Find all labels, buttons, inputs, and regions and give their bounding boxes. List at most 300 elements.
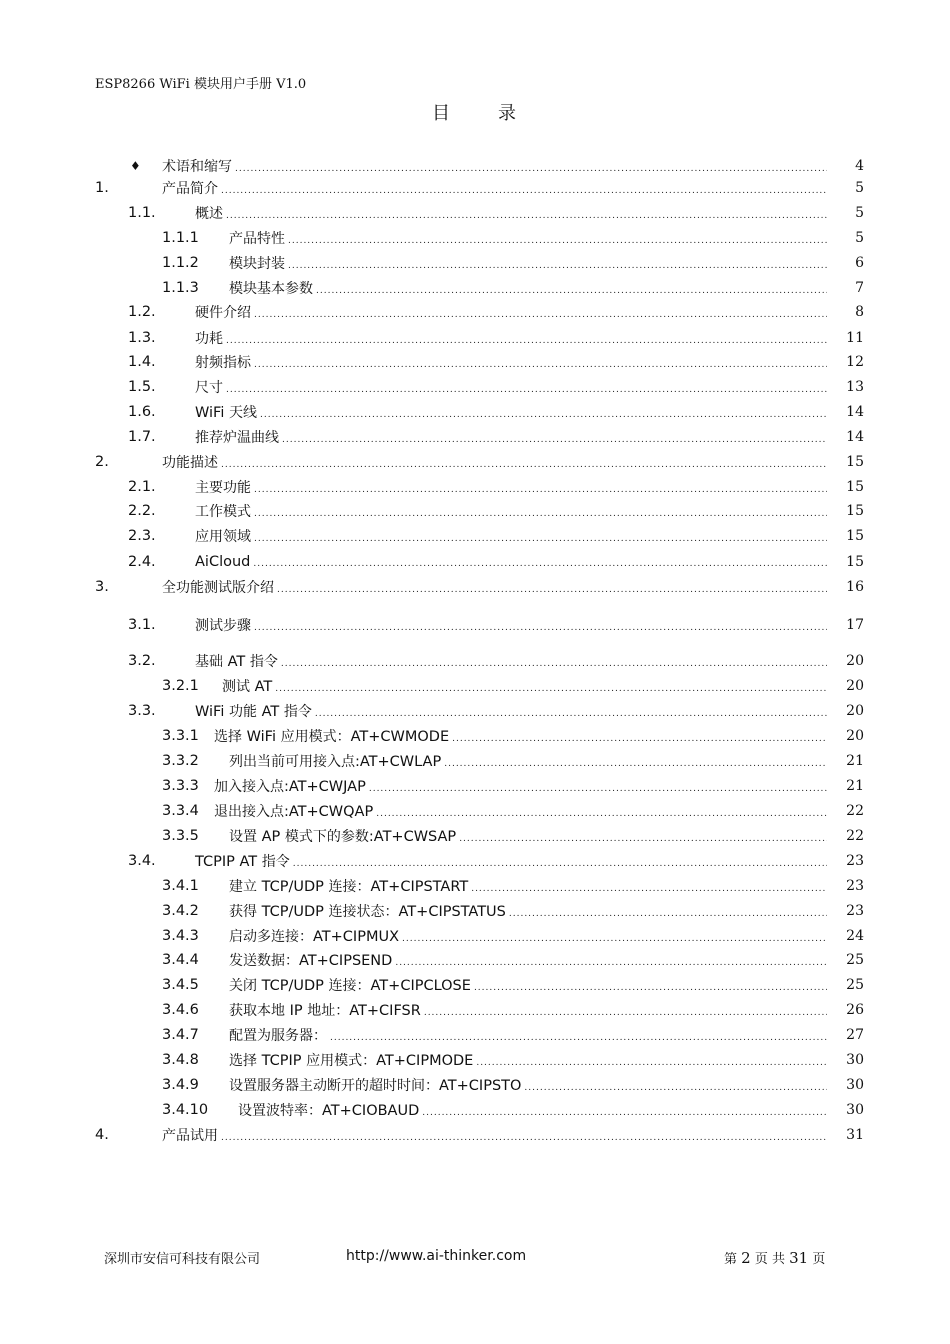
toc-entry-number: 1.6. — [128, 404, 156, 420]
toc-entry-link[interactable] — [229, 278, 830, 298]
toc-label-run: 设置 — [229, 829, 257, 845]
toc-entry-link[interactable] — [229, 1075, 830, 1095]
toc-entry-link[interactable] — [195, 851, 830, 871]
toc-entry-page: 21 — [846, 753, 864, 769]
toc-entry-number: 3.2. — [128, 653, 156, 669]
toc-entry-label — [162, 156, 232, 176]
toc-label-run: 推荐炉温曲线 — [195, 430, 279, 446]
toc-label-run: WiFi — [195, 704, 229, 720]
toc-entry-page: 11 — [846, 330, 864, 346]
toc-entry-label — [229, 926, 399, 946]
toc-entry[interactable] — [0, 725, 950, 747]
toc-leader-dots — [253, 559, 827, 569]
toc-entry[interactable] — [0, 775, 950, 797]
toc-entry-label — [195, 701, 312, 721]
toc-entry-label — [229, 826, 456, 846]
toc-label-run: 配置为服务器： — [229, 1028, 327, 1044]
toc-label-run: :AT+CWLAP — [355, 754, 442, 770]
toc-label-run: AT+CIPSTATUS — [398, 904, 506, 920]
toc-label-run: 连接状态： — [328, 904, 399, 920]
toc-entry-page: 25 — [846, 977, 864, 993]
toc-entry-link[interactable] — [162, 577, 830, 597]
toc-entry-link[interactable] — [195, 302, 830, 322]
toc-leader-dots — [235, 164, 827, 174]
toc-entry-label — [162, 178, 218, 198]
toc-entry-number: 3.4.2 — [162, 903, 199, 919]
toc-entry-label — [162, 1125, 218, 1145]
toc-label-run: AT+CWMODE — [350, 729, 450, 745]
toc-leader-dots — [254, 623, 827, 633]
footer-url[interactable]: http://www.ai-thinker.com — [346, 1248, 527, 1264]
toc-leader-dots — [288, 261, 827, 271]
toc-entry-link[interactable] — [229, 1025, 830, 1045]
toc-entry-link[interactable] — [229, 826, 830, 846]
toc-leader-dots — [275, 684, 827, 694]
toc-entry-label — [222, 676, 272, 696]
toc-label-run: 测试步骤 — [195, 618, 251, 634]
toc-label-run: 获得 — [229, 904, 257, 920]
toc-entry-number: 3.4.6 — [162, 1002, 199, 1018]
toc-entry-link[interactable] — [195, 328, 830, 348]
toc-entry-number: 3.4.9 — [162, 1077, 199, 1093]
toc-entry-page: 6 — [855, 255, 864, 271]
toc-label-run: AT+CIOBAUD — [322, 1103, 420, 1119]
toc-leader-dots — [471, 884, 827, 894]
toc-entry[interactable] — [0, 227, 950, 249]
toc-entry-link[interactable] — [195, 203, 830, 223]
toc-leader-dots — [254, 310, 827, 320]
toc-leader-dots — [226, 336, 827, 346]
toc-label-run: 概述 — [195, 206, 223, 222]
toc-entry-label — [195, 377, 223, 397]
toc-leader-dots — [315, 709, 827, 719]
toc-entry[interactable] — [0, 925, 950, 947]
toc-entry-page: 24 — [846, 928, 864, 944]
toc-entry[interactable] — [0, 614, 950, 636]
toc-label-run: TCP/UDP — [257, 879, 329, 895]
toc-entry[interactable] — [0, 650, 950, 672]
toc-entry-label — [229, 975, 471, 995]
toc-entry[interactable] — [0, 675, 950, 697]
toc-leader-dots — [422, 1108, 827, 1118]
toc-entry-label — [229, 1075, 521, 1095]
toc-entry-label — [162, 452, 218, 472]
toc-entry-number: 3.4.8 — [162, 1052, 199, 1068]
toc-entry[interactable] — [0, 875, 950, 897]
toc-label-run: AT — [256, 704, 284, 720]
toc-leader-dots — [444, 759, 827, 769]
toc-entry-page: 15 — [846, 503, 864, 519]
toc-entry-label — [229, 1000, 421, 1020]
toc-label-run: 功能 — [228, 704, 257, 720]
toc-entry-link[interactable] — [229, 901, 830, 921]
toc-entry-number: 3.3. — [128, 703, 156, 719]
toc-entry-link[interactable] — [195, 402, 830, 422]
toc-entry-page: 30 — [846, 1077, 864, 1093]
toc-entry-number: 2.4. — [128, 554, 156, 570]
toc-entry-link[interactable] — [229, 228, 830, 248]
toc-leader-dots — [254, 360, 827, 370]
toc-entry-link[interactable] — [229, 751, 830, 771]
toc-entry-page: 27 — [846, 1027, 864, 1043]
toc-label-run: 选择 — [229, 1053, 257, 1069]
toc-label-run: 应用模式： — [280, 729, 351, 745]
toc-leader-dots — [254, 509, 827, 519]
toc-entry-link[interactable] — [229, 876, 830, 896]
toc-entry-page: 5 — [855, 230, 864, 246]
toc-entry[interactable] — [0, 576, 950, 598]
toc-entry-label — [229, 278, 313, 298]
toc-entry-number: 3.3.5 — [162, 828, 199, 844]
toc-entry[interactable] — [0, 1049, 950, 1071]
toc-label-run: 指令 — [283, 704, 312, 720]
toc-entry-page: 30 — [846, 1102, 864, 1118]
toc-entry[interactable] — [0, 451, 950, 473]
toc-label-run: :AT+CWJAP — [284, 779, 366, 795]
toc-leader-dots — [459, 834, 827, 844]
toc-entry-number: 3.2.1 — [162, 678, 199, 694]
toc-entry-link[interactable] — [238, 1100, 830, 1120]
toc-leader-dots — [277, 585, 827, 595]
toc-label-run: WiFi — [242, 729, 281, 745]
toc-entry-page: 7 — [855, 280, 864, 296]
toc-leader-dots — [509, 909, 827, 919]
toc-entry-link[interactable] — [229, 253, 830, 273]
toc-entry-page: 12 — [846, 354, 864, 370]
toc-label-run: :AT+CWSAP — [368, 829, 457, 845]
toc-leader-dots — [330, 1033, 827, 1043]
toc-entry-link[interactable] — [195, 615, 830, 635]
toc-entry-number: 1.1. — [128, 205, 156, 221]
toc-leader-dots — [221, 186, 827, 196]
toc-entry-label — [229, 950, 392, 970]
toc-label-run: 主要功能 — [195, 480, 251, 496]
toc-entry-link[interactable] — [195, 501, 830, 521]
toc-entry-link[interactable] — [229, 1050, 830, 1070]
toc-entry-page: 13 — [846, 379, 864, 395]
toc-leader-dots — [402, 934, 827, 944]
toc-entry-number: 3.4.5 — [162, 977, 199, 993]
toc-entry-page: 5 — [855, 180, 864, 196]
toc-entry-link[interactable] — [162, 452, 830, 472]
toc-entry-link[interactable] — [229, 1000, 830, 1020]
toc-entry-number: 2. — [95, 454, 109, 470]
toc-entry-number: 1.5. — [128, 379, 156, 395]
toc-entry-link[interactable] — [214, 776, 830, 796]
toc-entry-page: 22 — [846, 828, 864, 844]
toc-entry-number: 1.1.3 — [162, 280, 199, 296]
toc-entry[interactable] — [0, 750, 950, 772]
toc-entry-number: 3.4.7 — [162, 1027, 199, 1043]
toc-entry-number: 3.3.3 — [162, 778, 199, 794]
toc-label-run: 测试 — [222, 679, 250, 695]
toc-label-run: 连接： — [328, 879, 371, 895]
toc-entry-page: 14 — [846, 429, 864, 445]
toc-label-run: 发送数据： — [229, 953, 299, 969]
toc-entry-link[interactable] — [214, 726, 830, 746]
toc-entry-label — [214, 726, 449, 746]
toc-leader-dots — [226, 211, 827, 221]
toc-label-run: 全功能测试版介绍 — [162, 580, 274, 596]
toc-entry[interactable] — [0, 1124, 950, 1146]
toc-entry-label — [195, 352, 251, 372]
toc-label-run: 启动多连接： — [229, 929, 313, 945]
toc-entry-number: 3.4. — [128, 853, 156, 869]
toc-entry-link[interactable] — [195, 477, 830, 497]
toc-entry-label — [195, 427, 279, 447]
toc-label-run: 模块基本参数 — [229, 281, 313, 297]
toc-entry-link[interactable] — [195, 377, 830, 397]
toc-label-run: 术语和缩写 — [162, 159, 232, 175]
toc-entry-label — [195, 302, 251, 322]
toc-title-left: 目 — [432, 103, 452, 124]
toc-entry-number: 1.1.1 — [162, 230, 199, 246]
toc-leader-dots — [260, 410, 827, 420]
toc-label-run: 功耗 — [195, 331, 223, 347]
toc-entry-number: 3.4.3 — [162, 928, 199, 944]
toc-entry[interactable] — [0, 1099, 950, 1121]
toc-label-run: 模式下的参数 — [284, 829, 369, 845]
toc-entry[interactable] — [0, 1074, 950, 1096]
toc-entry-number: 4. — [95, 1127, 109, 1143]
toc-entry[interactable] — [0, 1024, 950, 1046]
toc-entry-link[interactable] — [222, 676, 830, 696]
toc-entry-number: 3.4.4 — [162, 952, 199, 968]
toc-entry-number: 1.7. — [128, 429, 156, 445]
toc-leader-dots — [254, 534, 827, 544]
toc-leader-dots — [424, 1008, 827, 1018]
toc-entry-link[interactable] — [229, 950, 830, 970]
toc-leader-dots — [452, 734, 827, 744]
toc-entry-link[interactable] — [229, 975, 830, 995]
toc-entry[interactable] — [0, 999, 950, 1021]
toc-entry[interactable] — [0, 476, 950, 498]
toc-label-run: TCP/UDP — [257, 978, 329, 994]
toc-label-run: AT+CIFSR — [349, 1003, 421, 1019]
toc-title-right: 录 — [498, 103, 518, 124]
toc-entry[interactable] — [0, 202, 950, 224]
toc-entry-page: 8 — [855, 304, 864, 320]
toc-entry-label — [195, 554, 250, 570]
toc-label-run: TCPIP AT — [195, 854, 262, 870]
toc-label-run: 设置服务器主动断开的超时时间： — [229, 1078, 439, 1094]
toc-entry-label — [229, 876, 468, 896]
toc-entry-label — [195, 526, 251, 546]
toc-label-run: AT+CIPMUX — [313, 929, 400, 945]
toc-leader-dots — [221, 460, 827, 470]
toc-entry-page: 21 — [846, 778, 864, 794]
toc-entry[interactable] — [0, 277, 950, 299]
toc-entry[interactable] — [0, 850, 950, 872]
toc-entry-number: 1.2. — [128, 304, 156, 320]
toc-label-run: 天线 — [228, 405, 257, 421]
toc-entry[interactable] — [0, 426, 950, 448]
toc-label-run: 关闭 — [229, 978, 257, 994]
toc-label-run: TCP/UDP — [257, 904, 329, 920]
toc-entry-label — [238, 1100, 419, 1120]
toc-entry-link[interactable] — [195, 554, 830, 570]
toc-leader-dots — [282, 435, 827, 445]
toc-entry-link[interactable] — [214, 801, 830, 821]
toc-label-run: 选择 — [214, 729, 242, 745]
toc-entry-label — [229, 1025, 327, 1045]
toc-entry-link[interactable] — [162, 178, 830, 198]
toc-leader-dots — [221, 1133, 827, 1143]
toc-leader-dots — [474, 983, 827, 993]
toc-entry-label — [195, 651, 278, 671]
toc-entry-label — [195, 477, 251, 497]
toc-entry-link[interactable] — [195, 352, 830, 372]
toc-label-run: 基础 — [195, 654, 223, 670]
toc-entry-page: 30 — [846, 1052, 864, 1068]
toc-entry[interactable] — [0, 900, 950, 922]
toc-entry[interactable] — [0, 401, 950, 423]
toc-entry[interactable] — [0, 551, 950, 573]
toc-entry[interactable] — [0, 155, 950, 177]
footer-page-info — [724, 1248, 825, 1267]
toc-leader-dots — [316, 286, 827, 296]
toc-leader-dots — [281, 659, 827, 669]
toc-leader-dots — [524, 1083, 827, 1093]
toc-label-run: 地址： — [307, 1003, 350, 1019]
toc-leader-dots — [395, 958, 827, 968]
toc-label-run: 设置波特率： — [238, 1103, 322, 1119]
toc-entry-number: 3.3.4 — [162, 803, 199, 819]
toc-entry-label — [195, 851, 290, 871]
toc-label-run: 工作模式 — [195, 504, 251, 520]
toc-label-run: AP — [257, 829, 285, 845]
toc-entry[interactable] — [0, 327, 950, 349]
toc-entry-page: 20 — [846, 728, 864, 744]
toc-entry[interactable] — [0, 700, 950, 722]
toc-label-run: 功能描述 — [162, 455, 218, 471]
toc-label-run: 加入接入点 — [214, 779, 284, 795]
toc-entry-page: 15 — [846, 479, 864, 495]
toc-entry-page: 23 — [846, 903, 864, 919]
toc-entry-page: 16 — [846, 579, 864, 595]
toc-label-run: 指令 — [261, 854, 290, 870]
toc-label-run: :AT+CWQAP — [284, 804, 374, 820]
toc-label-run: 列出当前可用接入点 — [229, 754, 355, 770]
toc-label-run: TCPIP — [257, 1053, 307, 1069]
toc-entry-number: 3.4.10 — [162, 1102, 209, 1118]
toc-label-run: AT+CIPCLOSE — [370, 978, 471, 994]
toc-entry[interactable] — [0, 177, 950, 199]
toc-entry-page: 4 — [855, 158, 864, 174]
toc-label-run: IP — [285, 1003, 308, 1019]
toc-entry-number: 3.4.1 — [162, 878, 199, 894]
toc-label-run: AT+CIPMODE — [376, 1053, 474, 1069]
toc-entry-label — [195, 501, 251, 521]
toc-label-run: AT — [250, 679, 273, 695]
toc-entry[interactable] — [0, 500, 950, 522]
footer-page-number: 2 — [741, 1249, 751, 1267]
toc-entry[interactable] — [0, 351, 950, 373]
toc-entry-number: 3.3.2 — [162, 753, 199, 769]
toc-entry-link[interactable] — [195, 701, 830, 721]
toc-entry[interactable] — [0, 301, 950, 323]
toc-entry-page: 25 — [846, 952, 864, 968]
toc-entry-number: 2.1. — [128, 479, 156, 495]
toc-entry-page: 5 — [855, 205, 864, 221]
toc-entry-number: 1. — [95, 180, 109, 196]
toc-entry-page: 14 — [846, 404, 864, 420]
toc-entry-label — [195, 615, 251, 635]
toc-entry-label — [229, 1050, 473, 1070]
toc-leader-dots — [476, 1058, 827, 1068]
toc-entry-number: 1.1.2 — [162, 255, 199, 271]
toc-entry[interactable] — [0, 252, 950, 274]
toc-entry-number: 2.3. — [128, 528, 156, 544]
toc-entry-link[interactable] — [195, 526, 830, 546]
toc-label-run: 产品简介 — [162, 181, 218, 197]
toc-entry[interactable] — [0, 376, 950, 398]
toc-entry-label — [229, 901, 506, 921]
toc-entry[interactable] — [0, 974, 950, 996]
toc-entry-link[interactable] — [229, 926, 830, 946]
footer-page-mid: 页 共 — [754, 1252, 785, 1267]
toc-entry-label — [195, 203, 223, 223]
toc-entry-label — [214, 801, 373, 821]
toc-leader-dots — [369, 784, 827, 794]
toc-label-run: AT+CIPSTART — [370, 879, 469, 895]
page-header: ESP8266 WiFi 模块用户手册 V1.0 — [95, 77, 307, 92]
toc-label-run: 获取本地 — [229, 1003, 285, 1019]
footer-company: 深圳市安信可科技有限公司 — [104, 1252, 261, 1267]
footer-page-prefix: 第 — [724, 1252, 738, 1267]
toc-leader-dots — [293, 859, 827, 869]
toc-label-run: 产品特性 — [229, 231, 285, 247]
bullet-icon: ♦ — [130, 159, 141, 173]
toc-entry-label — [162, 577, 274, 597]
toc-label-run: 连接： — [328, 978, 371, 994]
toc-label-run: 射频指标 — [195, 355, 251, 371]
toc-entry-number: 1.3. — [128, 330, 156, 346]
toc-entry-page: 31 — [846, 1127, 864, 1143]
toc-entry[interactable] — [0, 800, 950, 822]
toc-label-run: 应用领域 — [195, 529, 251, 545]
toc-entry-link[interactable] — [195, 427, 830, 447]
toc-label-run: 建立 — [229, 879, 257, 895]
toc-label-run: AT+CIPSEND — [299, 953, 393, 969]
toc-label-run: WiFi — [195, 405, 229, 421]
toc-label-run: AT — [223, 654, 250, 670]
footer-page-suffix: 页 — [812, 1252, 826, 1267]
toc-leader-dots — [376, 809, 827, 819]
toc-label-run: 退出接入点 — [214, 804, 284, 820]
toc-label-run: 尺寸 — [195, 380, 223, 396]
toc-entry-link[interactable] — [195, 651, 830, 671]
toc-entry-page: 23 — [846, 878, 864, 894]
toc-leader-dots — [254, 485, 827, 495]
toc-entry-page: 15 — [846, 528, 864, 544]
toc-entry[interactable] — [0, 825, 950, 847]
toc-entry-page: 17 — [846, 617, 864, 633]
toc-leader-dots — [288, 236, 827, 246]
toc-label-run: 应用模式： — [306, 1053, 377, 1069]
toc-label-run: AT+CIPSTO — [439, 1078, 522, 1094]
toc-entry-label — [229, 751, 441, 771]
toc-entry-link[interactable] — [162, 1125, 830, 1145]
toc-entry-page: 15 — [846, 554, 864, 570]
toc-entry-page: 26 — [846, 1002, 864, 1018]
toc-entry[interactable] — [0, 949, 950, 971]
toc-entry-number: 3. — [95, 579, 109, 595]
toc-label-run: 产品试用 — [162, 1128, 218, 1144]
toc-entry[interactable] — [0, 525, 950, 547]
toc-label-run: 硬件介绍 — [195, 305, 251, 321]
toc-entry-link[interactable] — [162, 156, 830, 176]
